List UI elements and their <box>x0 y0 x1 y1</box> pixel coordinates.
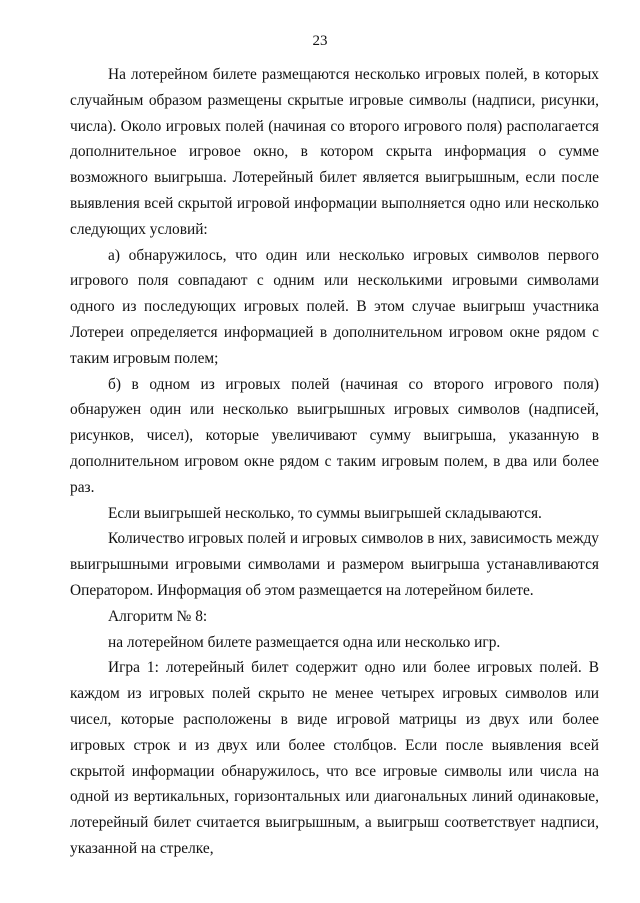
paragraph-algorithm-heading: Алгоритм № 8: <box>108 607 208 625</box>
paragraph-condition-b: б) в одном из игровых полей (начиная со второго игрового поля) обнаружен один или несколько выигрышных игровых символов (надписей, рисунков, чисел), которые увеличивают сумму выигрыша, указанную в дополнительном игровом окне рядом с таким игровым полем, в два или более раз. <box>70 375 599 496</box>
paragraph-condition-a: а) обнаружилось, что один или несколько игровых символов первого игрового поля совпадают с одним или несколькими игровыми символами одного из последующих игровых полей. В этом случае выигрыш участника Лотереи определяется информацией в дополнительном игровом окне рядом с таким игровым полем; <box>70 246 599 367</box>
page-number: 23 <box>312 33 328 49</box>
paragraph-intro: На лотерейном билете размещаются несколько игровых полей, в которых случайным образом размещены скрытые игровые символы (надписи, рисунки, числа). Около игровых полей (начиная со второго игрового поля) располагается дополнительное игровое окно, в котором скрыта информация о сумме возможного выигрыша. Лотерейный билет является выигрышным, если после выявления всей скрытой игровой информации выполняется одно или несколько следующих условий: <box>70 66 599 238</box>
paragraph-multiple-wins: Если выигрышей несколько, то суммы выигрышей складываются. <box>108 504 542 522</box>
paragraph-game-1: Игра 1: лотерейный билет содержит одно или более игровых полей. В каждом из игровых полей скрыто не менее четырех игровых символов или чисел, которые расположены в виде игровой матрицы из двух или более игровых строк и из двух или более столбцов. Если после выявления всей скрытой информации обнаружилось, что все игровые символы или числа на одной из вертикальных, горизонтальных или диагональных линий одинаковые, лотерейный билет считается выигрышным, а выигрыш соответствует надписи, указанной на стрелке, <box>70 659 599 857</box>
paragraph-operator-info: Количество игровых полей и игровых символов в них, зависимость между выигрышными игровыми символами и размером выигрыша устанавливаются Оператором. Информация об этом размещается на лотерейном билете. <box>70 530 599 599</box>
paragraph-algorithm-intro: на лотерейном билете размещается одна или несколько игр. <box>108 633 501 651</box>
document-body <box>70 62 599 862</box>
